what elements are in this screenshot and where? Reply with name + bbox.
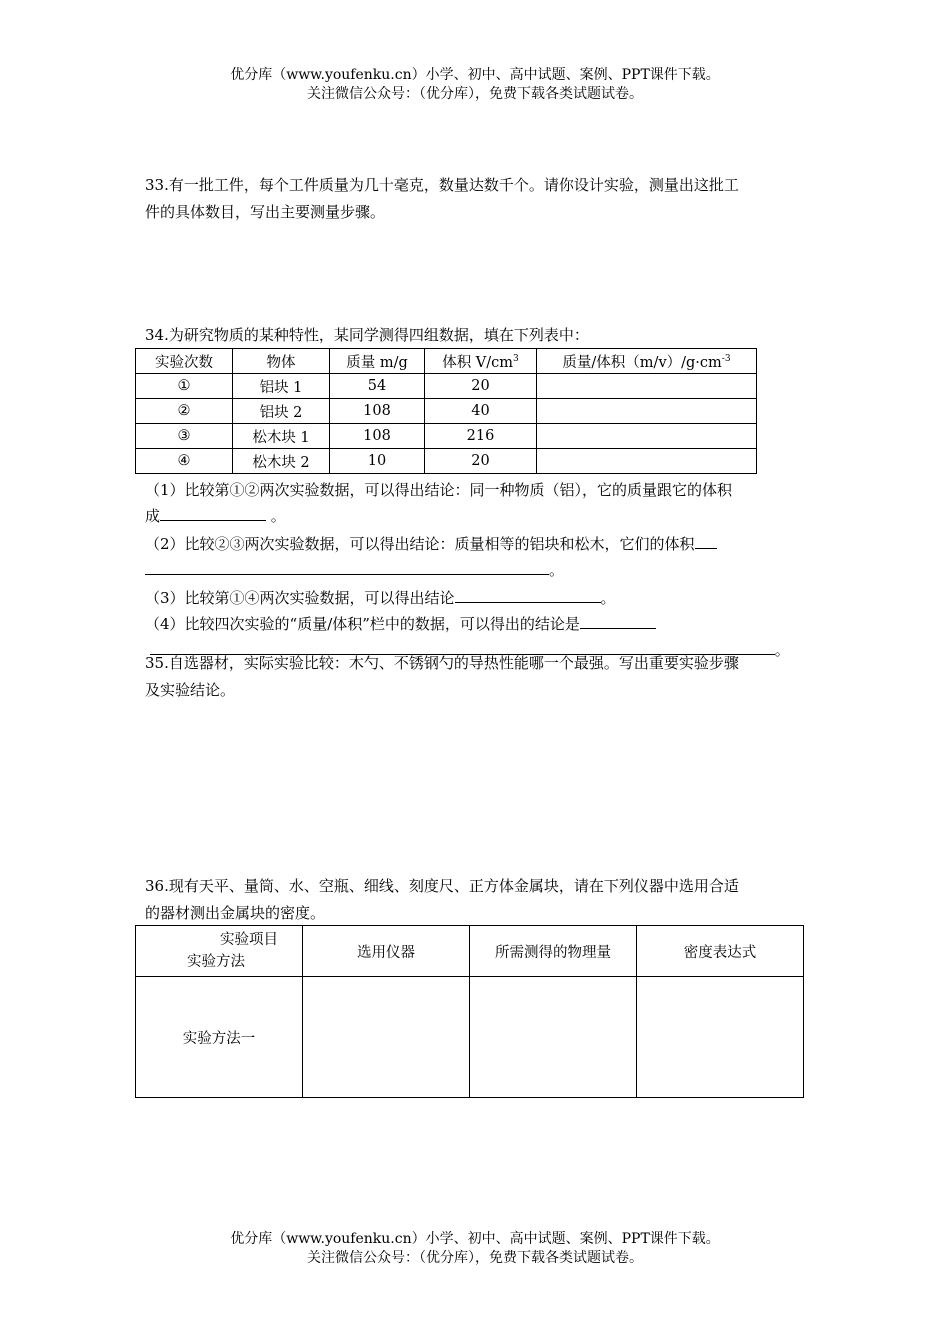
q34-sub4-suffix: 。 [774,641,790,659]
table-cell: 松木块 2 [233,449,330,474]
q34-sub1-line-2 [145,503,810,529]
answer-cell-quantities[interactable] [470,977,637,1098]
q34-intro: 34.为研究物质的某种特性，某同学测得四组数据，填在下列表中： [145,326,589,344]
table-cell: 54 [330,374,425,399]
volume-header-text: 体积 V/cm [442,354,514,371]
table-cell: ④ [136,449,233,474]
q35-line-2: 及实验结论。 [145,681,236,699]
table-cell: 松木块 1 [233,424,330,449]
table-cell: 108 [330,399,425,424]
question-33 [145,172,810,226]
header-line-1: 优分库（www.youfenku.cn）小学、初中、高中试题、案例、PPT课件下载。 [230,67,720,83]
table-cell: 20 [425,449,537,474]
table-cell: ③ [136,424,233,449]
table-header-row [136,926,804,977]
header-line-2: 关注微信公众号：（优分库），免费下载各类试题试卷。 [307,86,643,102]
header-cell-trial: 实验次数 [136,349,233,374]
header-cell-object: 物体 [233,349,330,374]
table-row [136,374,757,399]
table-cell: 20 [425,374,537,399]
answer-blank-1[interactable] [160,503,266,521]
answer-cell-instruments[interactable] [303,977,470,1098]
table-cell-answer[interactable] [537,374,757,399]
table-cell: 10 [330,449,425,474]
header-cell-instruments: 选用仪器 [303,926,470,977]
q34-sub4-text: （4）比较四次实验的“质量/体积”栏中的数据，可以得出的结论是 [145,615,580,633]
question-36 [145,873,810,927]
q34-data-table [135,348,757,474]
ratio-header-sup: -3 [721,353,731,364]
table-cell: ① [136,374,233,399]
q34-sub3 [145,585,810,611]
row-label-method-1: 实验方法一 [136,977,303,1098]
table-cell-answer[interactable] [537,399,757,424]
q34-sub2-text: （2）比较②③两次实验数据，可以得出结论：质量相等的铝块和松木，它们的体积 [145,535,695,553]
corner-bottom-label: 实验方法 [187,954,245,970]
q34-sub1-suffix: 。 [270,507,286,525]
q34-sub2-line-1 [145,531,810,557]
page-footer [0,1230,950,1268]
header-cell-quantities: 所需测得的物理量 [470,926,637,977]
q34-sub3-suffix: 。 [600,589,616,607]
question-35 [145,650,810,704]
corner-header-cell [136,926,303,977]
q34-sub1-prefix: 成 [145,507,161,525]
q36-line-1: 36.现有天平、量筒、水、空瓶、细线、刻度尺、正方体金属块，请在下列仪器中选用合适 [145,877,739,895]
table-cell: 铝块 1 [233,374,330,399]
table-row [136,399,757,424]
table-row [136,449,757,474]
header-cell-volume [425,349,537,374]
footer-line-1: 优分库（www.youfenku.cn）小学、初中、高中试题、案例、PPT课件下载。 [230,1231,720,1247]
q33-line-2: 件的具体数目，写出主要测量步骤。 [145,203,386,221]
table-cell: ② [136,399,233,424]
q36-line-2: 的器材测出金属块的密度。 [145,904,326,922]
q34-sub2-suffix: 。 [549,561,565,579]
table-row [136,424,757,449]
answer-blank-3[interactable] [455,585,601,603]
q34-sub4-line-1 [145,611,810,637]
table-cell: 216 [425,424,537,449]
q35-line-1: 35.自选器材，实际实验比较：木勺、不锈钢勺的导热性能哪一个最强。写出重要实验步骤 [145,654,739,672]
header-cell-ratio [537,349,757,374]
table-row [136,977,804,1098]
table-cell: 108 [330,424,425,449]
header-cell-formula: 密度表达式 [637,926,804,977]
table-header-row [136,349,757,374]
header-cell-mass: 质量 m/g [330,349,425,374]
q34-sub1-line-1: （1）比较第①②两次实验数据，可以得出结论：同一种物质（铝），它的质量跟它的体积 [145,481,733,499]
answer-blank-2a[interactable] [695,531,717,549]
answer-blank-2b[interactable] [145,557,549,575]
table-cell-answer[interactable] [537,449,757,474]
table-cell-answer[interactable] [537,424,757,449]
ratio-header-text: 质量/体积（m/v）/g·cm [562,354,722,371]
table-cell: 40 [425,399,537,424]
page-header [0,66,950,104]
q34-subquestions [145,477,810,663]
q34-sub2-line-2 [145,557,810,583]
answer-blank-4a[interactable] [580,611,656,629]
corner-top-label: 实验项目 [220,932,278,948]
q33-line-1: 33.有一批工件，每个工件质量为几十毫克，数量达数千个。请你设计实验，测量出这批工 [145,176,739,194]
footer-line-2: 关注微信公众号：（优分库），免费下载各类试题试卷。 [307,1250,643,1266]
answer-cell-formula[interactable] [637,977,804,1098]
volume-header-sup: 3 [513,353,519,364]
table-cell: 铝块 2 [233,399,330,424]
q36-method-table [135,925,804,1098]
q34-sub3-text: （3）比较第①④两次实验数据，可以得出结论 [145,589,455,607]
